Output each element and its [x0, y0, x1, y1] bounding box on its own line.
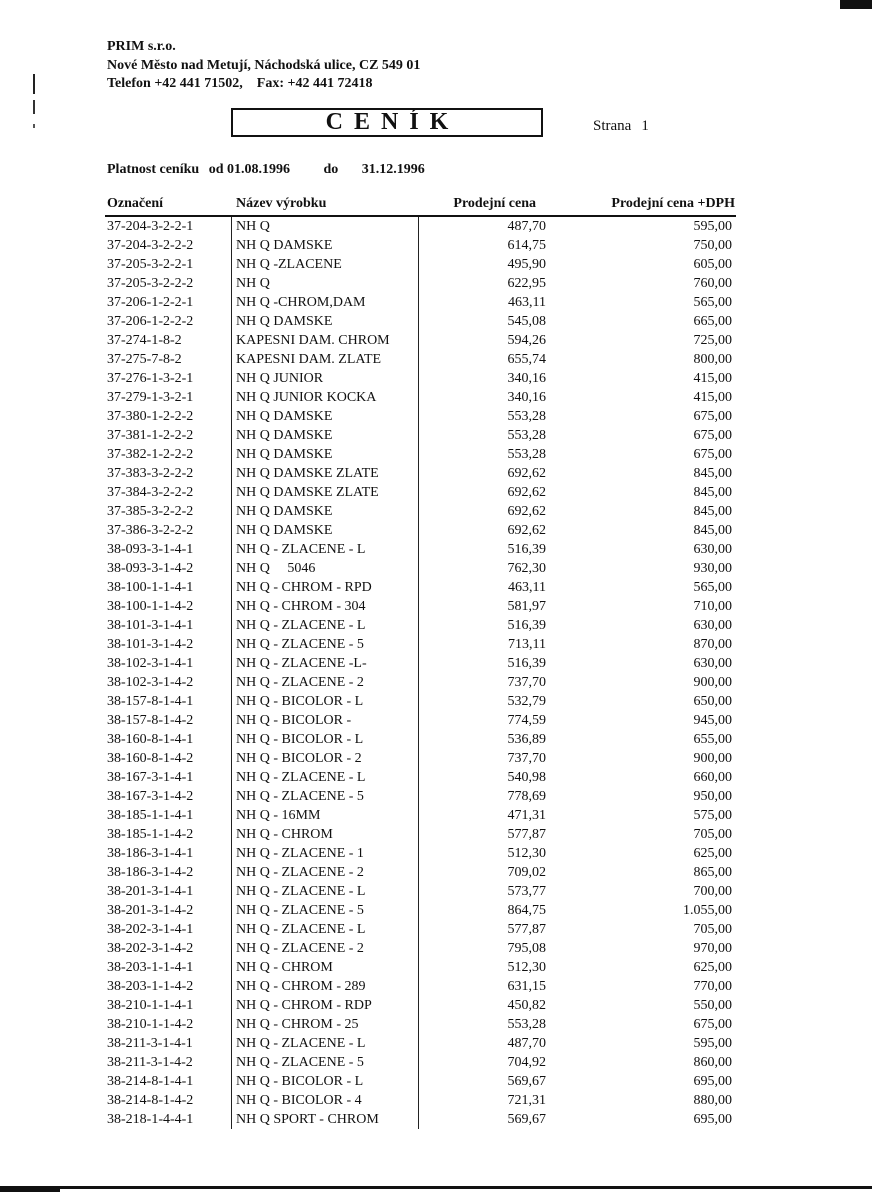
row-price: 795,08 — [507, 941, 546, 956]
row-price-vat: 1.055,00 — [683, 903, 732, 918]
table-row — [105, 863, 736, 882]
table-row — [105, 540, 736, 559]
row-price-vat: 675,00 — [693, 447, 732, 462]
row-price-vat: 750,00 — [693, 238, 732, 253]
row-price: 553,28 — [507, 447, 546, 462]
table-row — [105, 901, 736, 920]
row-price-vat: 700,00 — [693, 884, 732, 899]
table-row — [105, 692, 736, 711]
table-row — [105, 977, 736, 996]
row-price-vat: 930,00 — [693, 561, 732, 576]
row-name: NH Q - CHROM - 289 — [236, 979, 366, 994]
row-name: NH Q — [236, 219, 270, 234]
row-price-vat: 565,00 — [693, 295, 732, 310]
validity-label: Platnost ceníku — [107, 162, 200, 177]
row-code: 38-186-3-1-4-2 — [107, 865, 194, 880]
row-price-vat: 705,00 — [693, 922, 732, 937]
row-name: NH Q DAMSKE — [236, 409, 333, 424]
table-row — [105, 331, 736, 350]
row-price-vat: 595,00 — [693, 1036, 732, 1051]
row-code: 38-093-3-1-4-1 — [107, 542, 194, 557]
row-price-vat: 630,00 — [693, 618, 732, 633]
row-price-vat: 725,00 — [693, 333, 732, 348]
row-code: 38-202-3-1-4-2 — [107, 941, 194, 956]
row-name: NH Q DAMSKE — [236, 504, 333, 519]
row-price-vat: 845,00 — [693, 466, 732, 481]
row-price-vat: 565,00 — [693, 580, 732, 595]
row-price: 487,70 — [507, 219, 546, 234]
row-price: 340,16 — [507, 390, 546, 405]
table-row — [105, 1072, 736, 1091]
row-name: NH Q - ZLACENE - 2 — [236, 941, 364, 956]
row-code: 38-160-8-1-4-1 — [107, 732, 194, 747]
row-name: NH Q - CHROM — [236, 827, 333, 842]
row-price: 622,95 — [507, 276, 546, 291]
row-price-vat: 575,00 — [693, 808, 732, 823]
row-name: NH Q - ZLACENE - L — [236, 884, 366, 899]
row-price: 340,16 — [507, 371, 546, 386]
table-row — [105, 274, 736, 293]
row-code: 38-157-8-1-4-1 — [107, 694, 194, 709]
row-name: NH Q - BICOLOR - 2 — [236, 751, 362, 766]
row-name: NH Q - ZLACENE - L — [236, 1036, 366, 1051]
row-price: 463,11 — [508, 580, 546, 595]
row-code: 38-210-1-1-4-1 — [107, 998, 194, 1013]
row-code: 37-206-1-2-2-1 — [107, 295, 194, 310]
row-price: 450,82 — [507, 998, 546, 1013]
row-code: 38-100-1-1-4-1 — [107, 580, 194, 595]
row-price-vat: 950,00 — [693, 789, 732, 804]
row-code: 38-202-3-1-4-1 — [107, 922, 194, 937]
row-price: 721,31 — [507, 1093, 546, 1108]
row-code: 37-384-3-2-2-2 — [107, 485, 194, 500]
row-price: 704,92 — [507, 1055, 546, 1070]
row-name: NH Q DAMSKE — [236, 238, 333, 253]
table-row — [105, 844, 736, 863]
row-price: 577,87 — [507, 827, 546, 842]
row-price: 532,79 — [507, 694, 546, 709]
row-price-vat: 630,00 — [693, 542, 732, 557]
row-name: NH Q - CHROM - RPD — [236, 580, 372, 595]
row-code: 37-204-3-2-2-2 — [107, 238, 194, 253]
row-name: NH Q - CHROM — [236, 960, 333, 975]
row-name: NH Q - ZLACENE - 5 — [236, 789, 364, 804]
row-name: NH Q DAMSKE ZLATE — [236, 485, 379, 500]
table-row — [105, 616, 736, 635]
table-row — [105, 825, 736, 844]
row-price-vat: 845,00 — [693, 485, 732, 500]
row-code: 37-206-1-2-2-2 — [107, 314, 194, 329]
row-code: 38-218-1-4-4-1 — [107, 1112, 194, 1127]
row-code: 38-157-8-1-4-2 — [107, 713, 194, 728]
row-price: 709,02 — [507, 865, 546, 880]
table-row — [105, 730, 736, 749]
row-name: NH Q - BICOLOR - L — [236, 694, 364, 709]
row-name: NH Q SPORT - CHROM — [236, 1112, 379, 1127]
row-code: 38-102-3-1-4-2 — [107, 675, 194, 690]
row-code: 38-101-3-1-4-1 — [107, 618, 194, 633]
row-price: 692,62 — [507, 523, 546, 538]
row-name: NH Q — [236, 276, 270, 291]
row-price-vat: 665,00 — [693, 314, 732, 329]
company-contact: Telefon +42 441 71502, Fax: +42 441 72418 — [107, 76, 373, 91]
row-price: 614,75 — [507, 238, 546, 253]
table-row — [105, 958, 736, 977]
row-price: 692,62 — [507, 466, 546, 481]
page-bottom-rule — [0, 1186, 872, 1189]
row-price: 762,30 — [507, 561, 546, 576]
table-row — [105, 350, 736, 369]
row-code: 38-201-3-1-4-1 — [107, 884, 194, 899]
row-name: NH Q - ZLACENE - L — [236, 770, 366, 785]
table-row — [105, 673, 736, 692]
row-code: 38-203-1-1-4-2 — [107, 979, 194, 994]
row-price-vat: 675,00 — [693, 409, 732, 424]
row-price-vat: 865,00 — [693, 865, 732, 880]
row-name: NH Q -ZLACENE — [236, 257, 342, 272]
row-code: 38-185-1-1-4-2 — [107, 827, 194, 842]
table-row — [105, 293, 736, 312]
row-price-vat: 415,00 — [693, 371, 732, 386]
row-price: 692,62 — [507, 504, 546, 519]
row-code: 38-160-8-1-4-2 — [107, 751, 194, 766]
row-name: NH Q DAMSKE — [236, 314, 333, 329]
row-name: NH Q - ZLACENE - 5 — [236, 903, 364, 918]
row-price: 737,70 — [507, 751, 546, 766]
validity-to: 31.12.1996 — [361, 162, 425, 177]
row-price: 864,75 — [507, 903, 546, 918]
row-code: 38-186-3-1-4-1 — [107, 846, 194, 861]
table-row — [105, 939, 736, 958]
row-code: 37-204-3-2-2-1 — [107, 219, 194, 234]
row-name: NH Q - CHROM - 25 — [236, 1017, 359, 1032]
row-price: 581,97 — [507, 599, 546, 614]
row-code: 38-201-3-1-4-2 — [107, 903, 194, 918]
row-code: 38-167-3-1-4-1 — [107, 770, 194, 785]
row-price-vat: 970,00 — [693, 941, 732, 956]
company-address: Nové Město nad Metují, Náchodská ulice, CZ 549 01 — [107, 57, 421, 73]
row-price: 512,30 — [507, 846, 546, 861]
row-price-vat: 605,00 — [693, 257, 732, 272]
row-name: NH Q DAMSKE — [236, 523, 333, 538]
row-price-vat: 900,00 — [693, 751, 732, 766]
scan-corner-mark — [840, 0, 872, 9]
row-price: 737,70 — [507, 675, 546, 690]
row-code: 37-380-1-2-2-2 — [107, 409, 194, 424]
row-price: 631,15 — [507, 979, 546, 994]
price-table — [105, 217, 736, 1129]
row-name: NH Q - ZLACENE - 5 — [236, 1055, 364, 1070]
row-code: 38-211-3-1-4-1 — [107, 1036, 193, 1051]
row-name: NH Q - BICOLOR - 4 — [236, 1093, 362, 1108]
header-price: Prodejní cena — [453, 196, 536, 211]
row-name: NH Q - ZLACENE - L — [236, 618, 366, 633]
row-price: 495,90 — [507, 257, 546, 272]
table-row — [105, 236, 736, 255]
table-row — [105, 559, 736, 578]
header-price-vat: Prodejní cena +DPH — [611, 196, 735, 211]
validity-to-label: do — [323, 162, 339, 177]
table-row — [105, 768, 736, 787]
row-name: NH Q - CHROM - RDP — [236, 998, 372, 1013]
table-row — [105, 445, 736, 464]
row-name: NH Q DAMSKE ZLATE — [236, 466, 379, 481]
row-price-vat: 900,00 — [693, 675, 732, 690]
row-price-vat: 945,00 — [693, 713, 732, 728]
row-price-vat: 705,00 — [693, 827, 732, 842]
row-code: 37-205-3-2-2-1 — [107, 257, 194, 272]
row-price: 540,98 — [507, 770, 546, 785]
row-name: NH Q - ZLACENE -L- — [236, 656, 367, 671]
row-code: 37-385-3-2-2-2 — [107, 504, 194, 519]
row-price: 553,28 — [507, 1017, 546, 1032]
row-code: 37-383-3-2-2-2 — [107, 466, 194, 481]
row-price-vat: 675,00 — [693, 428, 732, 443]
row-price-vat: 550,00 — [693, 998, 732, 1013]
row-name: NH Q - BICOLOR - L — [236, 1074, 364, 1089]
table-row — [105, 578, 736, 597]
table-row — [105, 1110, 736, 1129]
row-price-vat: 760,00 — [693, 276, 732, 291]
row-price-vat: 415,00 — [693, 390, 732, 405]
row-price: 655,74 — [507, 352, 546, 367]
row-code: 38-210-1-1-4-2 — [107, 1017, 194, 1032]
table-row — [105, 711, 736, 730]
row-code: 37-382-1-2-2-2 — [107, 447, 194, 462]
row-name: KAPESNI DAM. CHROM — [236, 333, 390, 348]
row-name: NH Q - CHROM - 304 — [236, 599, 366, 614]
scan-margin-marks — [32, 68, 36, 132]
row-price: 569,67 — [507, 1074, 546, 1089]
table-row — [105, 635, 736, 654]
row-code: 37-381-1-2-2-2 — [107, 428, 194, 443]
row-name: NH Q -CHROM,DAM — [236, 295, 366, 310]
row-price: 516,39 — [507, 542, 546, 557]
page-value: 1 — [641, 118, 649, 134]
row-code: 38-093-3-1-4-2 — [107, 561, 194, 576]
row-code: 38-214-8-1-4-2 — [107, 1093, 194, 1108]
row-price-vat: 845,00 — [693, 504, 732, 519]
row-price: 471,31 — [507, 808, 546, 823]
page-number — [593, 118, 649, 135]
row-price-vat: 695,00 — [693, 1074, 732, 1089]
row-name: NH Q - ZLACENE - 2 — [236, 865, 364, 880]
row-code: 38-211-3-1-4-2 — [107, 1055, 193, 1070]
row-price: 516,39 — [507, 656, 546, 671]
row-name: NH Q - BICOLOR - L — [236, 732, 364, 747]
table-row — [105, 1053, 736, 1072]
table-row — [105, 806, 736, 825]
row-price: 512,30 — [507, 960, 546, 975]
row-price: 536,89 — [507, 732, 546, 747]
row-price: 487,70 — [507, 1036, 546, 1051]
table-row — [105, 217, 736, 236]
row-price-vat: 880,00 — [693, 1093, 732, 1108]
row-price-vat: 845,00 — [693, 523, 732, 538]
validity-from-label: od — [208, 162, 224, 177]
row-price-vat: 870,00 — [693, 637, 732, 652]
row-price: 573,77 — [507, 884, 546, 899]
row-price: 778,69 — [507, 789, 546, 804]
row-name: NH Q - ZLACENE - L — [236, 542, 366, 557]
row-price: 516,39 — [507, 618, 546, 633]
table-row — [105, 1034, 736, 1053]
table-row — [105, 502, 736, 521]
row-code: 37-205-3-2-2-2 — [107, 276, 194, 291]
page-label: Strana — [593, 118, 632, 134]
row-price-vat: 625,00 — [693, 960, 732, 975]
row-code: 38-185-1-1-4-1 — [107, 808, 194, 823]
table-row — [105, 483, 736, 502]
table-row — [105, 1091, 736, 1110]
row-name: NH Q DAMSKE — [236, 428, 333, 443]
row-name: NH Q - 16MM — [236, 808, 321, 823]
row-code: 37-276-1-3-2-1 — [107, 371, 194, 386]
header-code: Označení — [107, 196, 163, 211]
validity-period — [107, 162, 425, 178]
row-price-vat: 860,00 — [693, 1055, 732, 1070]
row-code: 38-203-1-1-4-1 — [107, 960, 194, 975]
table-row — [105, 521, 736, 540]
row-price-vat: 650,00 — [693, 694, 732, 709]
row-price: 774,59 — [507, 713, 546, 728]
row-price-vat: 800,00 — [693, 352, 732, 367]
row-name: NH Q 5046 — [236, 561, 316, 576]
row-price-vat: 595,00 — [693, 219, 732, 234]
table-row — [105, 654, 736, 673]
row-price: 594,26 — [507, 333, 546, 348]
row-price: 713,11 — [508, 637, 546, 652]
table-row — [105, 597, 736, 616]
row-code: 38-102-3-1-4-1 — [107, 656, 194, 671]
row-name: NH Q DAMSKE — [236, 447, 333, 462]
row-name: NH Q - ZLACENE - 2 — [236, 675, 364, 690]
row-price-vat: 655,00 — [693, 732, 732, 747]
row-name: NH Q - ZLACENE - 5 — [236, 637, 364, 652]
row-price-vat: 625,00 — [693, 846, 732, 861]
row-name: NH Q - ZLACENE - L — [236, 922, 366, 937]
row-code: 37-386-3-2-2-2 — [107, 523, 194, 538]
row-name: NH Q JUNIOR — [236, 371, 324, 386]
table-row — [105, 426, 736, 445]
table-row — [105, 996, 736, 1015]
row-code: 38-101-3-1-4-2 — [107, 637, 194, 652]
validity-from: 01.08.1996 — [226, 162, 290, 177]
row-price-vat: 660,00 — [693, 770, 732, 785]
row-code: 37-275-7-8-2 — [107, 352, 182, 367]
row-price: 692,62 — [507, 485, 546, 500]
company-name: PRIM s.r.o. — [107, 39, 176, 54]
row-price-vat: 675,00 — [693, 1017, 732, 1032]
row-price: 569,67 — [507, 1112, 546, 1127]
table-row — [105, 369, 736, 388]
row-price-vat: 695,00 — [693, 1112, 732, 1127]
table-row — [105, 882, 736, 901]
table-row — [105, 464, 736, 483]
row-code: 38-214-8-1-4-1 — [107, 1074, 194, 1089]
row-price: 577,87 — [507, 922, 546, 937]
row-price: 553,28 — [507, 428, 546, 443]
row-price: 463,11 — [508, 295, 546, 310]
row-price-vat: 630,00 — [693, 656, 732, 671]
table-row — [105, 255, 736, 274]
row-name: NH Q JUNIOR KOCKA — [236, 390, 377, 405]
table-row — [105, 920, 736, 939]
table-row — [105, 787, 736, 806]
row-name: NH Q - BICOLOR - — [236, 713, 352, 728]
row-code: 38-167-3-1-4-2 — [107, 789, 194, 804]
table-row — [105, 407, 736, 426]
row-name: NH Q - ZLACENE - 1 — [236, 846, 364, 861]
row-name: KAPESNI DAM. ZLATE — [236, 352, 382, 367]
row-code: 37-279-1-3-2-1 — [107, 390, 194, 405]
table-row — [105, 1015, 736, 1034]
table-row — [105, 312, 736, 331]
row-code: 38-100-1-1-4-2 — [107, 599, 194, 614]
row-price: 553,28 — [507, 409, 546, 424]
row-code: 37-274-1-8-2 — [107, 333, 182, 348]
row-price-vat: 710,00 — [693, 599, 732, 614]
table-row — [105, 749, 736, 768]
table-row — [105, 388, 736, 407]
page-bottom-rule-left — [0, 1189, 60, 1192]
header-name: Název výrobku — [236, 196, 327, 211]
document-title: CENÍK — [231, 108, 543, 137]
company-header — [107, 38, 420, 94]
row-price-vat: 770,00 — [693, 979, 732, 994]
row-price: 545,08 — [507, 314, 546, 329]
